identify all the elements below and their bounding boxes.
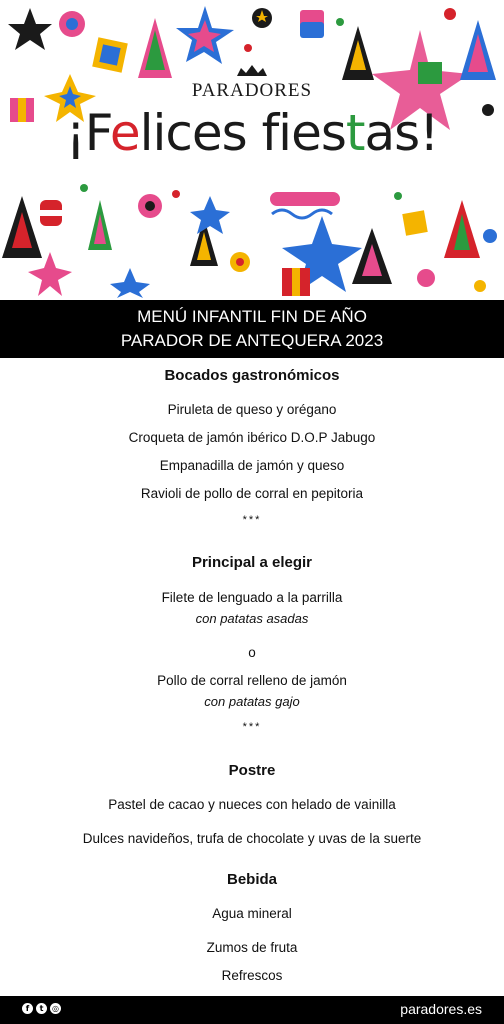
menu-item: Pastel de cacao y nueces con helado de vainilla <box>108 797 396 812</box>
headline-part: as! <box>364 104 439 162</box>
section-heading-bocados: Bocados gastronómicos <box>164 367 340 384</box>
paradores-logo <box>0 64 504 102</box>
menu-item: Zumos de fruta <box>206 940 298 955</box>
brand-name: PARADORES <box>191 80 313 101</box>
headline-part-green: t <box>345 104 365 162</box>
website-link[interactable]: paradores.es <box>400 1001 482 1017</box>
menu-item-side: con patatas gajo <box>204 694 300 709</box>
social-links <box>22 1003 61 1014</box>
section-heading-bebida: Bebida <box>226 871 277 888</box>
headline-part: lices fies <box>139 104 346 162</box>
menu-item: Agua mineral <box>212 906 292 921</box>
section-heading-principal: Principal a elegir <box>191 554 313 571</box>
menu-subtitle: PARADOR DE ANTEQUERA 2023 <box>120 331 384 350</box>
separator: *** <box>242 514 262 526</box>
crown-icon <box>235 64 269 78</box>
menu-title-bar <box>0 300 504 358</box>
instagram-icon[interactable]: ◎ <box>50 1003 61 1014</box>
greeting-headline <box>0 104 504 162</box>
headline-part: ¡F <box>65 104 110 162</box>
facebook-icon[interactable]: f <box>22 1003 33 1014</box>
menu-item: Dulces navideños, trufa de chocolate y uvas de la suerte <box>82 831 422 846</box>
footer-bar <box>0 996 504 1024</box>
festive-banner <box>0 0 504 300</box>
menu-item: Piruleta de queso y orégano <box>167 402 337 417</box>
headline-part-red: e <box>109 104 140 162</box>
menu-title: MENÚ INFANTIL FIN DE AÑO <box>137 307 367 326</box>
or-divider: o <box>248 645 256 660</box>
twitter-icon[interactable]: t <box>36 1003 47 1014</box>
menu-item: Filete de lenguado a la parrilla <box>161 590 343 605</box>
menu-item: Empanadilla de jamón y queso <box>159 458 345 473</box>
section-heading-postre: Postre <box>228 762 276 779</box>
menu-item: Ravioli de pollo de corral en pepitoria <box>140 486 364 501</box>
menu-item: Pollo de corral relleno de jamón <box>157 673 347 688</box>
separator: *** <box>242 721 262 733</box>
menu-item-side: con patatas asadas <box>195 611 309 626</box>
menu-item: Refrescos <box>221 968 283 983</box>
menu-item: Croqueta de jamón ibérico D.O.P Jabugo <box>128 430 376 445</box>
